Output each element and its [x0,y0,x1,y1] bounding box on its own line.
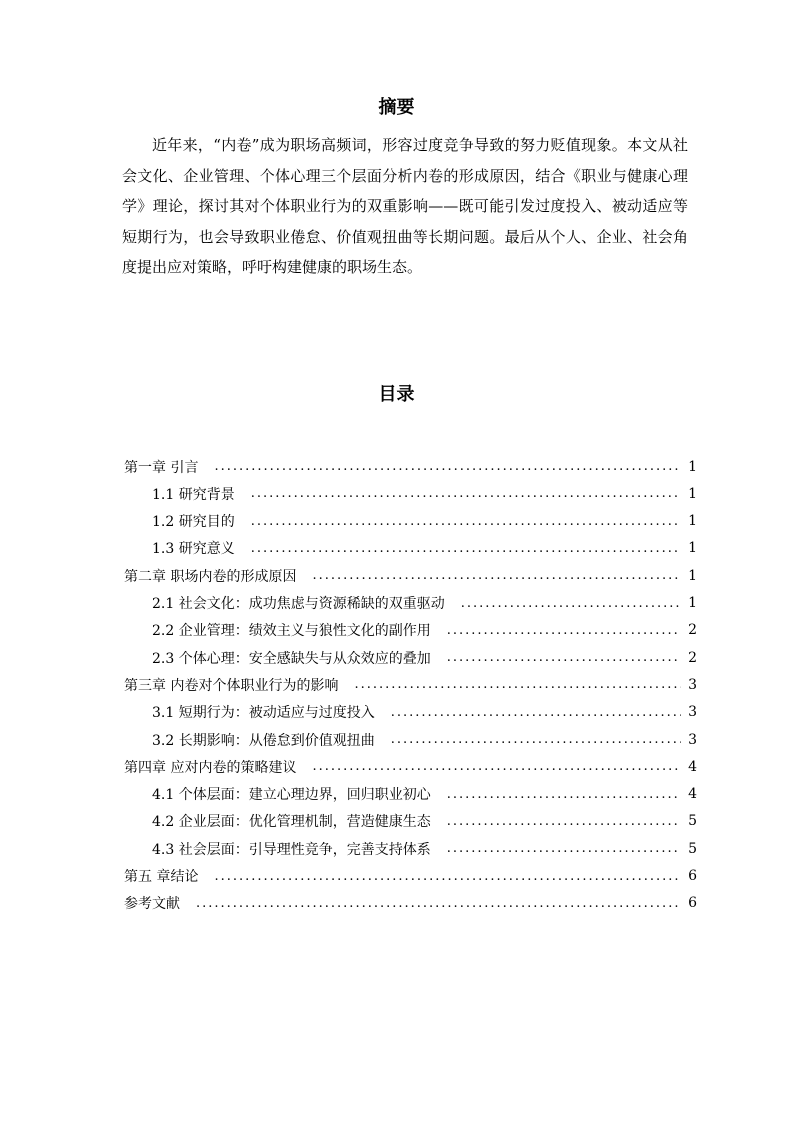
toc-entry-label: 第二章 职场内卷的形成原因 [124,568,297,585]
toc-entry-label: 2.3 个体心理：安全感缺失与从众效应的叠加 [152,650,431,667]
toc-leader-dots [214,863,681,890]
toc-entry-page: 1 [688,513,697,530]
abstract-title: 摘要 [378,97,415,118]
toc-entry-page: 1 [688,540,697,557]
toc-entry[interactable] [152,535,697,562]
toc-entry-label: 1.2 研究目的 [152,514,235,531]
toc-entry-page: 1 [688,458,697,475]
toc-leader-dots [447,644,681,671]
toc-entry-page: 4 [688,786,697,803]
toc-entry-page: 5 [688,813,697,830]
toc-leader-dots [447,617,681,644]
toc-entry-label: 4.1 个体层面：建立心理边界，回归职业初心 [152,787,431,804]
toc-entry[interactable] [124,453,697,480]
toc-entry-label: 2.1 社会文化：成功焦虑与资源稀缺的双重驱动 [152,596,445,612]
toc-leader-dots [312,562,681,589]
toc-leader-dots [447,808,681,835]
toc-entry-page: 1 [688,485,697,502]
toc-entry[interactable] [152,508,697,535]
toc-entry-page: 4 [688,758,697,775]
toc-entry-page: 3 [688,731,697,748]
toc-leader-dots [447,835,681,862]
toc-leader-dots [312,753,681,780]
toc-entry-page: 1 [688,595,697,611]
toc-entry[interactable] [124,753,697,780]
toc-leader-dots [391,726,681,753]
toc-entry-page: 2 [688,649,697,666]
toc-entry-page: 1 [688,567,697,584]
toc-entry[interactable] [152,480,697,507]
toc-entry[interactable] [152,699,697,726]
toc-entry[interactable] [124,671,697,698]
toc-entry-label: 参考文献 [124,896,180,913]
toc-entry-label: 1.3 研究意义 [152,541,235,558]
toc-entry[interactable] [124,863,697,890]
toc-entry-label: 第四章 应对内卷的策略建议 [124,759,297,776]
toc-entry[interactable] [124,562,697,589]
toc-entry[interactable] [152,617,697,644]
toc-entry[interactable] [124,890,697,917]
toc-leader-dots [214,453,681,480]
toc-entry-page: 6 [688,895,697,912]
toc-entry-page: 2 [688,622,697,639]
toc-leader-dots [196,890,681,917]
toc-title: 目录 [378,384,415,405]
toc-entry-label: 1.1 研究背景 [152,486,235,503]
toc-leader-dots [251,535,681,562]
toc-leader-dots [251,480,681,507]
toc-entry-page: 6 [688,868,697,884]
toc-entry-label: 第三章 内卷对个体职业行为的影响 [124,677,339,694]
toc-entry-label: 3.2 长期影响：从倦怠到价值观扭曲 [152,732,375,749]
toc-leader-dots [391,699,681,726]
toc-entry-label: 2.2 企业管理：绩效主义与狼性文化的副作用 [152,623,431,640]
toc-entry[interactable] [152,726,697,753]
toc-entry-page: 3 [688,704,697,721]
abstract-body: 近年来，“内卷”成为职场高频词，形容过度竞争导致的努力贬值现象。本文从社会文化、企业管理、个体心理三个层面分析内卷的形成原因，结合《职业与健康心理学》理论，探讨其对个体职业行为的双重影响——既可能引发过度投入、被动适应等短期行为，也会导致职业倦怠、价值观扭曲等长期问题。最后从个人、企业、社会角度提出应对策略，呼吁构建健康的职场生态。 [122,136,688,276]
toc-entry[interactable] [152,644,697,671]
toc-leader-dots [251,508,681,535]
toc-entry-label: 4.3 社会层面：引导理性竞争，完善支持体系 [152,841,431,858]
toc-leader-dots [461,590,681,617]
toc-entry[interactable] [152,835,697,862]
toc-entry-label: 4.2 企业层面：优化管理机制，营造健康生态 [152,814,431,831]
toc-entry-page: 3 [688,676,697,693]
toc-entry[interactable] [152,590,697,617]
toc-entry-page: 5 [688,840,697,857]
toc-entry-label: 3.1 短期行为：被动适应与过度投入 [152,705,375,722]
toc-leader-dots [447,781,681,808]
toc-leader-dots [354,671,681,698]
toc-entry[interactable] [152,808,697,835]
toc-entry-label: 第五 章结论 [124,869,199,885]
toc-entry-label: 第一章 引言 [124,459,199,476]
toc-entry[interactable] [152,781,697,808]
